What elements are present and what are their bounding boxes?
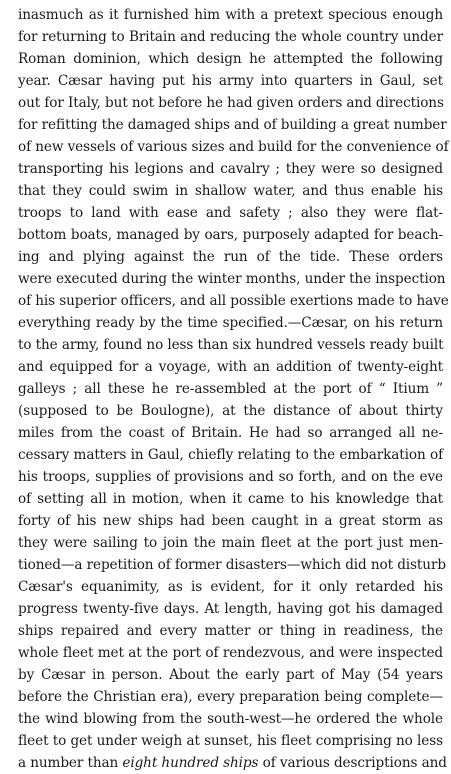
text-line: cessary matters in Gaul, chiefly relating to the embarkation of [18,447,443,463]
text-line: and equipped for a voyage, with an addition of twenty-eight [18,359,443,375]
text-line: they were sailing to join the main fleet at the port just men- [18,535,443,551]
text-line: miles from the coast of Britain. He had so arranged all ne- [18,425,443,441]
text-line: tioned—a repetition of former disasters—which did not disturb [18,557,446,573]
text-line: inasmuch as it furnished him with a pretext specious enough [18,7,443,23]
text-line: everything ready by the time specified.—Cæsar, on his return [18,315,443,331]
text-line: troops to land with ease and safety ; also they were flat- [18,205,443,221]
text-line: his troops, supplies of provisions and so forth, and on the eve [18,469,443,485]
text-line: whole fleet met at the port of rendezvous, and were inspected [18,645,443,661]
text-line: bottom boats, managed by oars, purposely adapted for beach- [18,227,443,243]
text-line-last [18,752,447,774]
text-line: year. Cæsar having put his army into quarters in Gaul, set [18,73,443,89]
text-line: by Cæsar in person. About the early part of May (54 years [18,667,443,683]
text-line: ing and plying against the run of the tide. These orders [18,249,443,265]
text-line: the wind blowing from the south-west—he ordered the whole [18,711,443,727]
text-line: of setting all in motion, when it came to his knowledge that [18,491,443,507]
text-line: of new vessels of various sizes and build for the convenience of [18,139,449,155]
text-line: ships repaired and every matter or thing in readiness, the [18,623,443,639]
text-line: for refitting the damaged ships and of building a great number [18,117,447,133]
text-line: out for Italy, but not before he had given orders and directions [18,95,444,111]
italic-phrase: eight hundred ships [122,755,259,771]
text-line: Cæsar's equanimity, as is evident, for it only retarded his [18,579,443,595]
text-line: of his superior officers, and all possible exertions made to have [18,293,449,309]
text-line: that they could swim in shallow water, and thus enable his [18,183,443,199]
text-line: fleet to get under weigh at sunset, his fleet comprising no less [18,733,443,749]
text-line: to the army, found no less than six hundred vessels ready built [18,337,444,353]
text-line: Roman dominion, which design he attempted the following [18,51,443,67]
text-segment: a number than [18,755,123,771]
text-line: (supposed to be Boulogne), at the distance of about thirty [18,403,443,419]
text-line: forty of his new ships had been caught in a great storm as [18,513,443,529]
text-line: galleys ; all these he re-assembled at the port of “ Itium ” [18,381,443,397]
text-line: before the Christian era), every preparation being complete— [18,689,443,705]
text-line: for returning to Britain and reducing the whole country under [18,29,443,45]
text-line: progress twenty-five days. At length, having got his damaged [18,601,443,617]
text-line: were executed during the winter months, under the inspection [18,271,446,287]
text-line: transporting his legions and cavalry ; they were so designed [18,161,443,177]
text-segment: of various descriptions and [258,755,447,771]
